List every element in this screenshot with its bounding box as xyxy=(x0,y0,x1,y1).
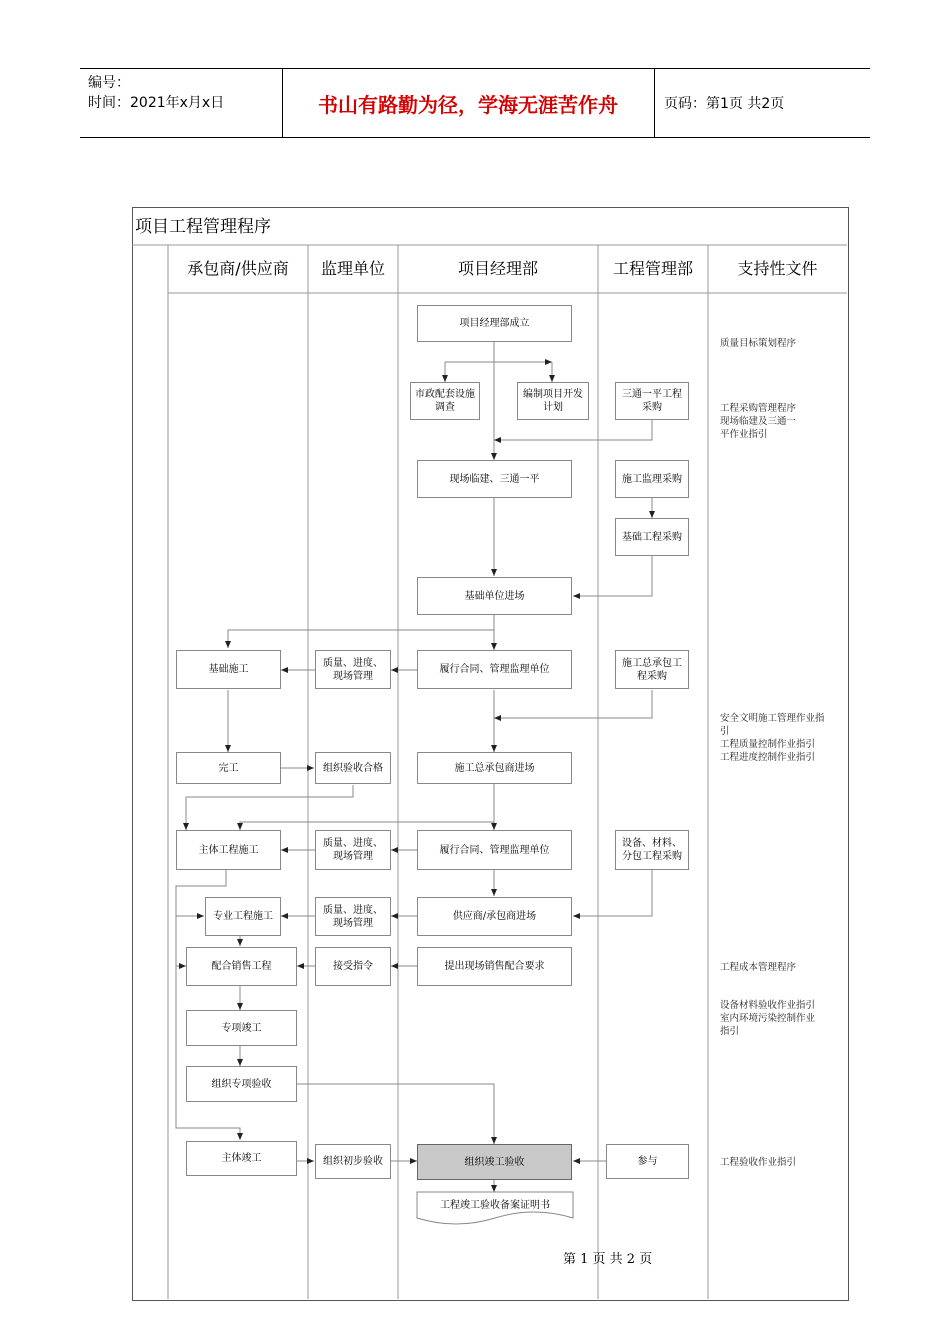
box-specialty-construction: 专业工程施工 xyxy=(205,897,281,936)
note-procurement-procedure: 工程采购管理程序 现场临建及三通一 平作业指引 xyxy=(720,403,797,440)
column-header-engineering-dept: 工程管理部 xyxy=(612,259,693,278)
diagram-title: 项目工程管理程序 xyxy=(135,217,271,237)
box-acceptance-passed: 组织验收合格 xyxy=(315,752,391,784)
box-development-plan: 编制项目开发 计划 xyxy=(517,382,589,420)
box-sales-support-works: 配合销售工程 xyxy=(186,947,297,986)
box-preliminary-acceptance: 组织初步验收 xyxy=(315,1144,391,1179)
note-quality-planning: 质量目标策划程序 xyxy=(720,338,797,349)
box-quality-management: 质量、进度、 现场管理 xyxy=(315,897,391,936)
box-contract-management: 履行合同、管理监理单位 xyxy=(417,830,572,870)
box-general-contractor-entry: 施工总承包商进场 xyxy=(417,752,572,784)
column-header-contractor: 承包商/供应商 xyxy=(187,259,289,278)
box-main-structure-construction: 主体工程施工 xyxy=(176,830,281,870)
box-receive-instruction: 接受指令 xyxy=(315,947,391,986)
time-label: 时间：2021年x月x日 xyxy=(88,95,225,111)
column-header-project-dept: 项目经理部 xyxy=(457,259,538,278)
box-temporary-works: 现场临建、三通一平 xyxy=(417,460,572,498)
box-final-acceptance: 组织竣工验收 xyxy=(417,1144,572,1180)
note-safety-quality-progress: 安全文明施工管理作业指 引 工程质量控制作业指引 工程进度控制作业指引 xyxy=(720,713,825,763)
box-completion: 完工 xyxy=(176,752,281,784)
page-label: 页码：第1页 共2页 xyxy=(664,96,785,112)
box-quality-management: 质量、进度、 现场管理 xyxy=(315,830,391,870)
box-foundation-procurement: 基础工程采购 xyxy=(615,518,689,556)
box-specialty-completion: 专项竣工 xyxy=(186,1010,297,1046)
box-municipal-survey: 市政配套设施 调查 xyxy=(410,382,480,420)
column-header-support-docs: 支持性文件 xyxy=(737,259,818,278)
box-quality-management: 质量、进度、 现场管理 xyxy=(315,650,391,689)
column-header-supervisor: 监理单位 xyxy=(320,259,385,278)
box-site-prep-procurement: 三通一平工程 采购 xyxy=(615,382,689,420)
box-equipment-procurement: 设备、材料、 分包工程采购 xyxy=(615,830,689,870)
box-sales-requirement: 提出现场销售配合要求 xyxy=(417,947,572,986)
box-contract-management: 履行合同、管理监理单位 xyxy=(417,650,572,689)
note-cost-management: 工程成本管理程序 xyxy=(720,962,797,973)
box-supervision-procurement: 施工监理采购 xyxy=(615,460,689,498)
box-supplier-entry: 供应商/承包商进场 xyxy=(417,897,572,936)
box-foundation-construction: 基础施工 xyxy=(176,650,281,689)
box-foundation-contractor-entry: 基础单位进场 xyxy=(417,577,572,615)
box-general-contractor-procurement: 施工总承包工 程采购 xyxy=(615,650,689,689)
box-main-completion: 主体竣工 xyxy=(186,1141,297,1176)
box-acceptance-certificate: 工程竣工验收备案证明书 xyxy=(440,1199,550,1211)
number-label: 编号： xyxy=(88,75,130,91)
page-footer: 第 1 页 共 2 页 xyxy=(563,1252,653,1267)
box-specialty-acceptance: 组织专项验收 xyxy=(186,1066,297,1102)
box-participate: 参与 xyxy=(606,1144,689,1179)
note-material-environment: 设备材料验收作业指引 室内环境污染控制作业 指引 xyxy=(720,1000,816,1037)
box-project-dept-established: 项目经理部成立 xyxy=(417,305,572,342)
header-motto: 书山有路勤为径，学海无涯苦作舟 xyxy=(318,93,618,117)
note-acceptance-guide: 工程验收作业指引 xyxy=(720,1157,797,1168)
